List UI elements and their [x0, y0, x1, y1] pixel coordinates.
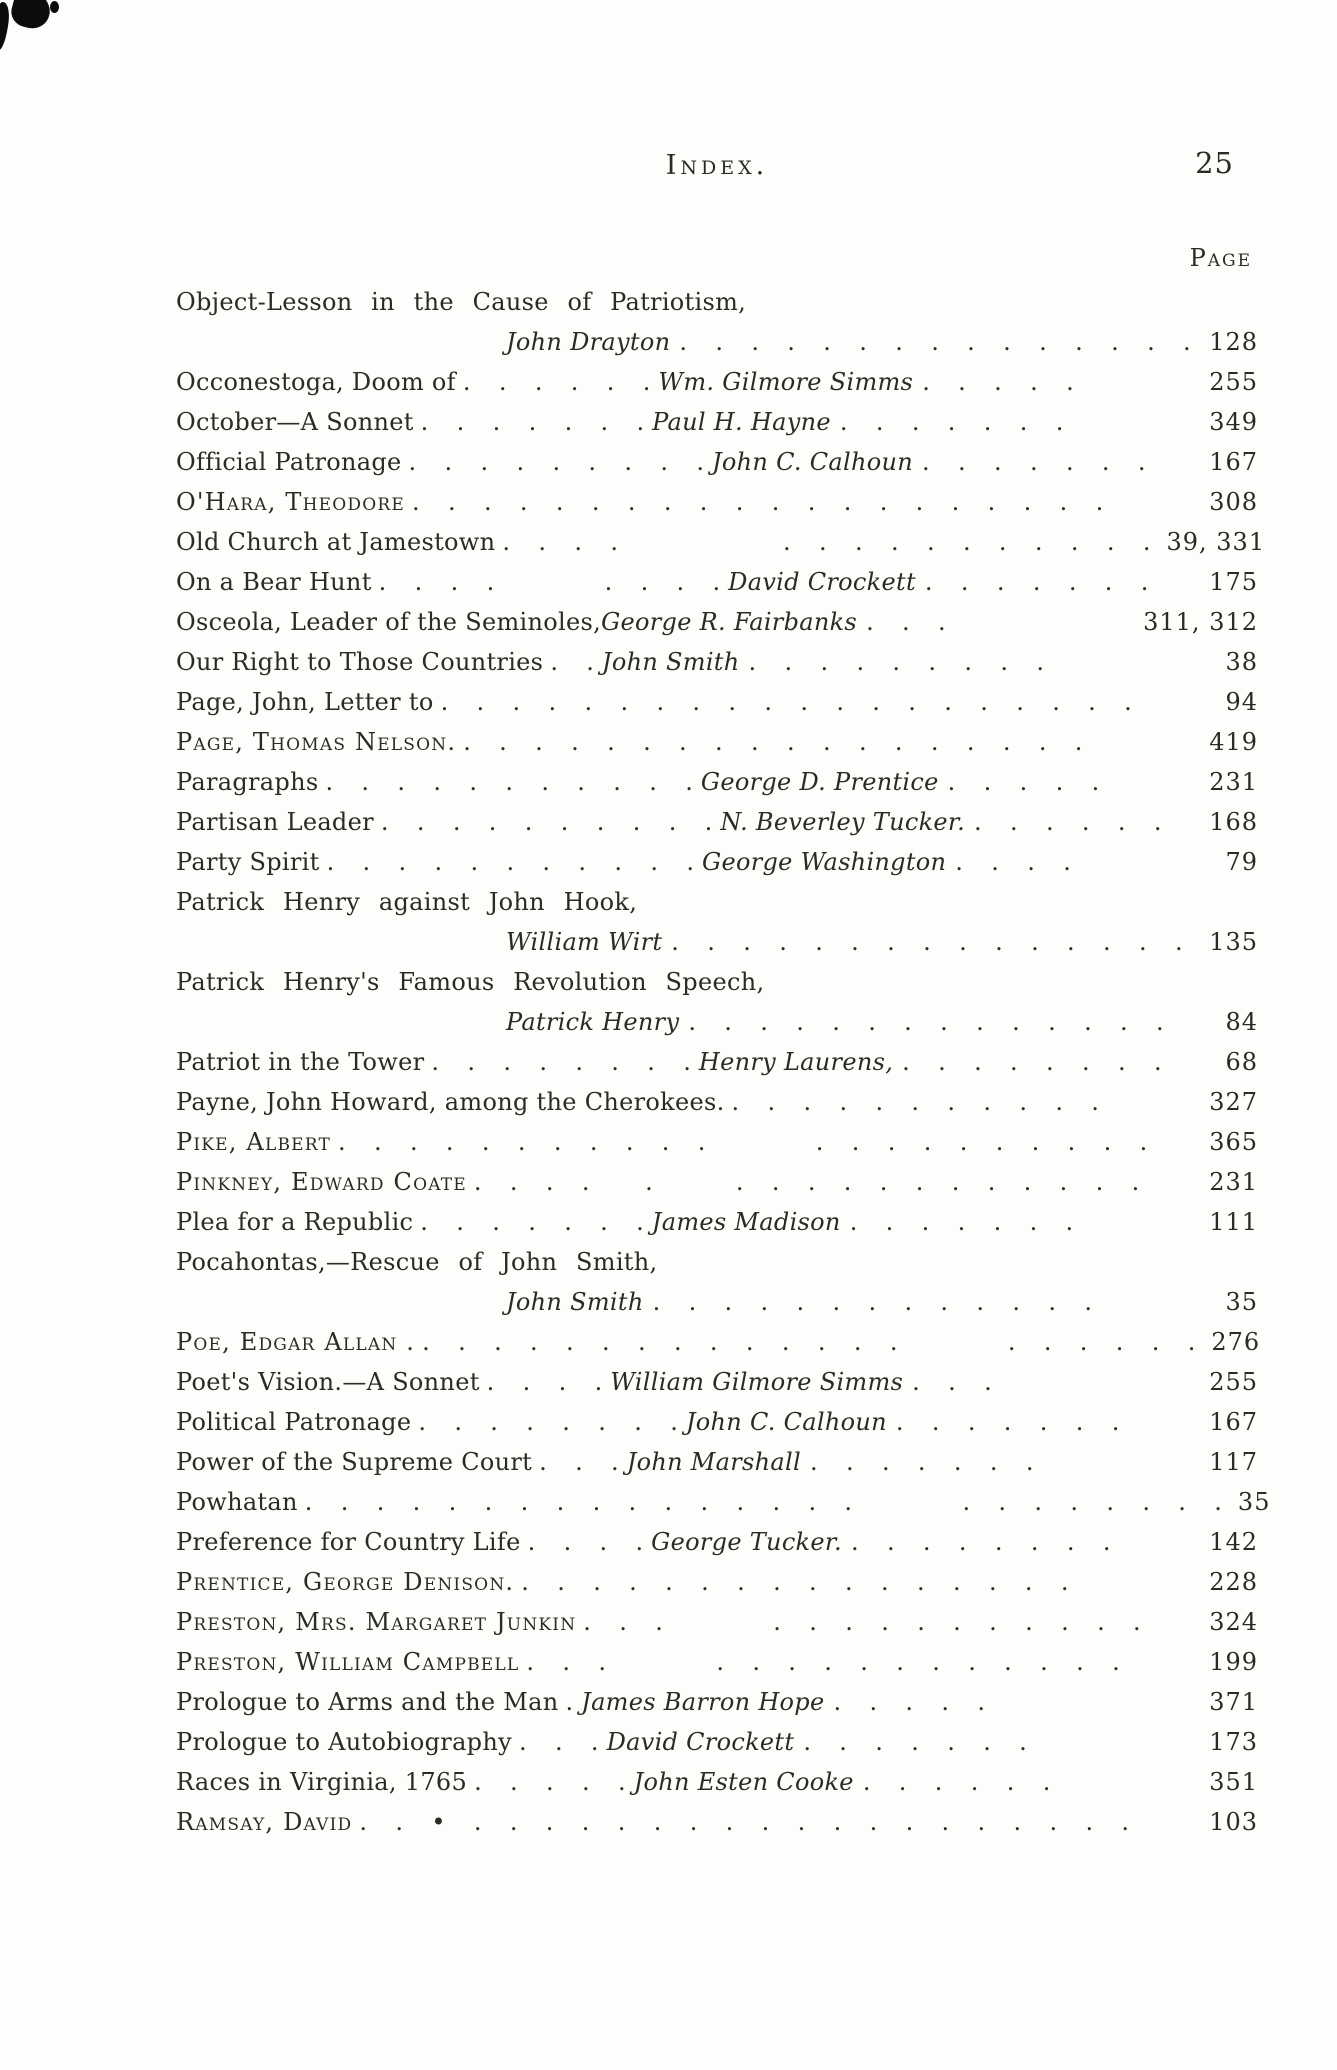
entry-title: Patriot in the Tower: [176, 1048, 425, 1076]
entry-title: Pinkney, Edward Coate: [176, 1168, 467, 1196]
entry-leader-dots: . . . . . . . . . . . . . . . . . . . .: [440, 688, 1133, 716]
entry-title: Official Patronage: [176, 448, 402, 476]
index-entry: [176, 1722, 1258, 1762]
entry-leader-dots: . . . . . . . . . . . . . . . .: [521, 1568, 1070, 1596]
entry-title: On a Bear Hunt: [176, 568, 372, 596]
index-entry: [176, 602, 1258, 642]
page-header: [176, 146, 1258, 192]
index-entry: [176, 442, 1258, 482]
index-entry: [176, 1362, 1258, 1402]
entry-author: John C. Calhoun: [711, 448, 914, 476]
entry-author: George D. Prentice: [700, 768, 939, 796]
entry-leader-dots: . . . . . . . . . . . . . . .: [526, 1648, 1121, 1676]
entry-leader-dots: . . . . . . . . . . .: [731, 1088, 1100, 1116]
entry-author: Wm. Gilmore Simms: [658, 368, 914, 396]
entry-page-number: 255: [1209, 1368, 1258, 1396]
entry-leader-dots: . . . . . . . . .: [408, 448, 705, 476]
entry-leader-dots: . . . . . . . . . . . . . . .: [502, 528, 1152, 556]
index-entry: [176, 842, 1258, 882]
entry-leader-dots: . . . . . . . .: [431, 1048, 692, 1076]
entry-title: Patrick Henry against John Hook,: [176, 888, 638, 916]
entry-page-number: 371: [1209, 1688, 1258, 1716]
index-entry: [176, 1442, 1258, 1482]
entry-page-number: 128: [1209, 328, 1258, 356]
entry-page-number: 167: [1209, 1408, 1258, 1436]
entry-page-number: 38: [1225, 648, 1258, 676]
entry-author: William Wirt: [506, 928, 663, 956]
entry-author: David Crockett: [606, 1728, 795, 1756]
entry-leader-dots-2: . . . . .: [922, 368, 1075, 396]
index-entry: [176, 482, 1258, 522]
entry-title: Ramsay, David: [176, 1808, 353, 1836]
index-entry: [506, 1002, 1258, 1042]
entry-page-number: 311, 312: [1143, 608, 1258, 636]
index-entry: [176, 1042, 1258, 1082]
entry-title: Object-Lesson in the Cause of Patriotism,: [176, 288, 747, 316]
entry-author: George Tucker.: [651, 1528, 842, 1556]
entry-author: James Barron Hope: [581, 1688, 825, 1716]
entry-title: Preference for Country Life: [176, 1528, 521, 1556]
entry-page-number: 228: [1209, 1568, 1258, 1596]
entry-leader-dots: . . .: [518, 1728, 600, 1756]
index-entry: [506, 922, 1258, 962]
entry-title: Old Church at Jamestown: [176, 528, 496, 556]
entry-author: Henry Laurens,: [698, 1048, 894, 1076]
index-entry: [176, 1202, 1258, 1242]
index-entry: [176, 1602, 1258, 1642]
index-entry: [176, 1522, 1258, 1562]
page-column-label: Page: [1189, 244, 1252, 272]
index-entry: [176, 362, 1258, 402]
entry-title: Party Spirit: [176, 848, 320, 876]
entry-leader-dots: . . . . . . . . . . . . . . . . . .: [463, 728, 1084, 756]
entry-title: Partisan Leader: [176, 808, 374, 836]
entry-page-number: 349: [1209, 408, 1258, 436]
index-entry: [176, 1162, 1258, 1202]
entry-title: Prologue to Autobiography: [176, 1728, 512, 1756]
entry-author: John C. Calhoun: [685, 1408, 887, 1436]
entry-title: Prentice, George Denison.: [176, 1568, 515, 1596]
index-entry: [176, 402, 1258, 442]
index-entry: [176, 1482, 1271, 1522]
entry-leader-dots-2: . . . . . . .: [849, 1208, 1075, 1236]
entry-page-number: 365: [1209, 1128, 1258, 1156]
entry-leader-dots: . . . . . . . . . . . . . . . . . . . .: [411, 488, 1105, 516]
entry-author: Patrick Henry: [506, 1008, 680, 1036]
index-entry: [176, 562, 1258, 602]
entry-title: Poe, Edgar Allan .: [176, 1328, 416, 1356]
entry-title: O'Hara, Theodore: [176, 488, 405, 516]
entry-leader-dots: . . • . . . . . . . . . . . . . . . . . . .: [359, 1808, 1131, 1836]
entry-page-number: 84: [1225, 1008, 1258, 1036]
entry-leader-dots: . . . . . . . .: [418, 1408, 679, 1436]
entry-leader-dots-2: . . . . . . . . . . . . . . .: [679, 328, 1192, 356]
index-entry: [506, 1282, 1258, 1322]
entry-leader-dots: .: [565, 1688, 575, 1716]
index-page-content: [176, 146, 1271, 1842]
entry-leader-dots-2: . . .: [912, 1368, 993, 1396]
entry-leader-dots: . . . . . . . . . .: [380, 808, 714, 836]
entry-title: Paragraphs: [176, 768, 319, 796]
index-entry: [176, 1242, 1258, 1282]
entry-leader-dots-2: . . . .: [955, 848, 1072, 876]
index-entry: [176, 1802, 1258, 1842]
entry-title: Osceola, Leader of the Seminoles,: [176, 608, 602, 636]
entry-page-number: 199: [1209, 1648, 1258, 1676]
index-entry: [176, 1762, 1258, 1802]
entry-page-number: 419: [1209, 728, 1258, 756]
entry-leader-dots: . . .: [539, 1448, 620, 1476]
entry-title: Power of the Supreme Court: [176, 1448, 533, 1476]
entry-page-number: 255: [1209, 368, 1258, 396]
entry-leader-dots-2: . . . . . . .: [895, 1408, 1121, 1436]
entry-title: Preston, Mrs. Margaret Junkin: [176, 1608, 577, 1636]
entry-leader-dots-2: . . . . . . .: [839, 408, 1065, 436]
entry-page-number: 276: [1211, 1328, 1261, 1356]
entry-leader-dots: . . . . . . . . . . .: [326, 848, 695, 876]
entry-page-number: 111: [1209, 1208, 1258, 1236]
index-entry: [176, 882, 1258, 922]
entry-author: N. Beverley Tucker.: [720, 808, 965, 836]
entry-title: Occonestoga, Doom of: [176, 368, 456, 396]
index-entry: [176, 1322, 1261, 1362]
entry-leader-dots-2: . . . . . . . .: [902, 1048, 1163, 1076]
entry-leader-dots-2: . . . . . . . .: [850, 1528, 1112, 1556]
entry-leader-dots: . . . . . . .: [420, 1208, 645, 1236]
entry-author: George Washington: [701, 848, 947, 876]
entry-title: Plea for a Republic: [176, 1208, 414, 1236]
entry-leader-dots: . . . . . . . .: [378, 568, 722, 596]
scan-ink-artifact: [8, 0, 54, 32]
entry-page-number: 103: [1209, 1808, 1258, 1836]
entry-leader-dots: . . . . . . . . . . . . . . . . . . . . .: [338, 1128, 1149, 1156]
entry-leader-dots-2: . . . . .: [947, 768, 1101, 796]
entry-page-number: 168: [1209, 808, 1258, 836]
entry-page-number: 117: [1209, 1448, 1258, 1476]
entry-leader-dots: . . . . . . . . . . .: [325, 768, 694, 796]
entry-leader-dots-2: . . . . . . .: [810, 1448, 1035, 1476]
entry-page-number: 231: [1209, 1168, 1258, 1196]
entry-author: David Crockett: [728, 568, 916, 596]
entry-leader-dots: . . . . . . . . . . . . . .: [583, 1608, 1142, 1636]
entry-author: John Drayton: [506, 328, 671, 356]
entry-page-number: 324: [1209, 1608, 1258, 1636]
entry-page-number: 35: [1237, 1488, 1271, 1516]
index-entry: [176, 1682, 1258, 1722]
entry-leader-dots-2: . . . . .: [833, 1688, 987, 1716]
entry-leader-dots-2: . . . . . . . . .: [748, 648, 1045, 676]
entry-title: Pike, Albert: [176, 1128, 331, 1156]
entry-title: Page, Thomas Nelson.: [176, 728, 457, 756]
entry-page-number: 135: [1209, 928, 1258, 956]
entry-leader-dots: . . . . . . . . . . . . . . . . .: [473, 1168, 1141, 1196]
index-entry: [176, 762, 1258, 802]
entry-leader-dots-2: . . . . . . . . . . . . .: [652, 1288, 1093, 1316]
folio-page-number: 25: [1195, 146, 1234, 180]
index-entry: [176, 962, 1258, 1002]
index-entry: [176, 1402, 1258, 1442]
entry-title: Pocahontas,—Rescue of John Smith,: [176, 1248, 658, 1276]
entry-title: Political Patronage: [176, 1408, 412, 1436]
entry-leader-dots-2: . . . . . .: [974, 808, 1163, 836]
entry-page-number: 94: [1225, 688, 1258, 716]
index-entry: [176, 1082, 1258, 1122]
entry-page-number: 167: [1209, 448, 1258, 476]
index-entry: [176, 522, 1266, 562]
entry-page-number: 327: [1209, 1088, 1258, 1116]
entry-page-number: 68: [1225, 1048, 1258, 1076]
entry-leader-dots: . . . . . . . . . . . . . . . . . . . . . . . .: [304, 1488, 1223, 1516]
entry-leader-dots: . . . .: [527, 1528, 645, 1556]
entry-page-number: 173: [1209, 1728, 1258, 1756]
entry-title: Races in Virginia, 1765: [176, 1768, 468, 1796]
index-entry: [176, 682, 1258, 722]
entry-leader-dots-2: . . . . . . . . . . . . . . .: [671, 928, 1184, 956]
entry-title: Poet's Vision.—A Sonnet: [176, 1368, 480, 1396]
index-entry: [506, 322, 1258, 362]
index-entries: [176, 282, 1271, 1842]
entry-leader-dots-2: . . . . . . . . . . . . . .: [688, 1008, 1165, 1036]
entry-page-number: 351: [1209, 1768, 1258, 1796]
entry-page-number: 35: [1225, 1288, 1258, 1316]
entry-page-number: 142: [1209, 1528, 1258, 1556]
entry-author: William Gilmore Simms: [610, 1368, 904, 1396]
entry-title: Our Right to Those Countries: [176, 648, 544, 676]
entry-title: Prologue to Arms and the Man: [176, 1688, 559, 1716]
entry-page-number: 175: [1209, 568, 1258, 596]
entry-page-number: 308: [1209, 488, 1258, 516]
entry-page-number: 231: [1209, 768, 1258, 796]
entry-leader-dots: . . . . . . .: [420, 408, 646, 436]
entry-title: Preston, William Campbell: [176, 1648, 520, 1676]
entry-leader-dots-2: . . . . . . .: [803, 1728, 1028, 1756]
index-entry: [176, 1642, 1258, 1682]
entry-author: John Marshall: [626, 1448, 801, 1476]
entry-leader-dots: . .: [550, 648, 595, 676]
entry-title: Page, John, Letter to: [176, 688, 434, 716]
entry-author: James Madison: [651, 1208, 841, 1236]
entry-leader-dots: . . . . . . . . . . . . . . . . . . . .: [422, 1328, 1197, 1356]
index-entry: [176, 802, 1258, 842]
entry-page-number: 79: [1225, 848, 1258, 876]
entry-author: John Smith: [601, 648, 740, 676]
entry-author: John Esten Cooke: [633, 1768, 854, 1796]
index-entry: [176, 282, 1258, 322]
index-entry: [176, 722, 1258, 762]
entry-title: October—A Sonnet: [176, 408, 414, 436]
entry-leader-dots-2: . . . . . . .: [922, 448, 1147, 476]
entry-leader-dots: . . . . .: [474, 1768, 627, 1796]
entry-leader-dots: . . . . . .: [462, 368, 652, 396]
entry-title: Payne, John Howard, among the Cherokees.: [176, 1088, 725, 1116]
running-title: Index.: [665, 150, 769, 181]
entry-author: Paul H. Hayne: [652, 408, 831, 436]
index-entry: [176, 642, 1258, 682]
index-entry: [176, 1562, 1258, 1602]
entry-leader-dots-2: . . . . . . .: [924, 568, 1150, 596]
entry-author: John Smith: [506, 1288, 644, 1316]
entry-page-number: 39, 331: [1166, 528, 1266, 556]
entry-author: George R. Fairbanks: [601, 608, 858, 636]
entry-leader-dots-2: . . . . . .: [862, 1768, 1052, 1796]
scan-ink-artifact: [50, 1, 59, 13]
entry-title: Patrick Henry's Famous Revolution Speech,: [176, 968, 765, 996]
entry-leader-dots: . . . .: [486, 1368, 604, 1396]
entry-title: Powhatan: [176, 1488, 298, 1516]
index-entry: [176, 1122, 1258, 1162]
scan-ink-artifact: [0, 1, 11, 50]
entry-leader-dots-2: . . .: [866, 608, 947, 636]
